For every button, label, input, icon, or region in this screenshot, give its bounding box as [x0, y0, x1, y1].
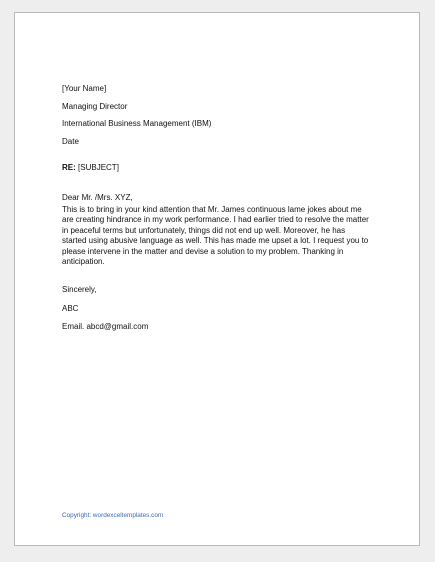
body-line: started using abusive language as well. This has made me upset a lot. I request you to	[62, 236, 369, 246]
body-line: anticipation.	[62, 257, 105, 267]
subject-line	[62, 163, 380, 173]
body-paragraph	[62, 205, 380, 267]
letter-content	[62, 84, 380, 333]
sender-company: International Business Management (IBM)	[62, 119, 212, 129]
email-line: Email. abcd@gmail.com	[62, 322, 149, 332]
sender-title: Managing Director	[62, 101, 128, 111]
body-line: are creating hindrance in my work performance. I had earlier tried to resolve the matter	[62, 215, 369, 225]
salutation: Dear Mr. /Mrs. XYZ,	[62, 192, 133, 202]
letter-page	[14, 12, 420, 546]
subject-text: [SUBJECT]	[78, 163, 119, 173]
subject-label: RE:	[62, 163, 76, 173]
body-line: please intervene in the matter and devise a solution to my problem. Thanking in	[62, 246, 344, 256]
closing: Sincerely,	[62, 285, 97, 295]
signature-name: ABC	[62, 303, 79, 313]
body-line: in peaceful terms but unfortunately, things did not end up well. Moreover, he has	[62, 225, 346, 235]
letter-date: Date	[62, 136, 79, 146]
body-line: This is to bring in your kind attention that Mr. James continuous lame jokes about me	[62, 205, 362, 214]
copyright-footer[interactable]: Copyright: wordexceltemplates.com	[62, 512, 164, 519]
sender-name: [Your Name]	[62, 84, 107, 93]
